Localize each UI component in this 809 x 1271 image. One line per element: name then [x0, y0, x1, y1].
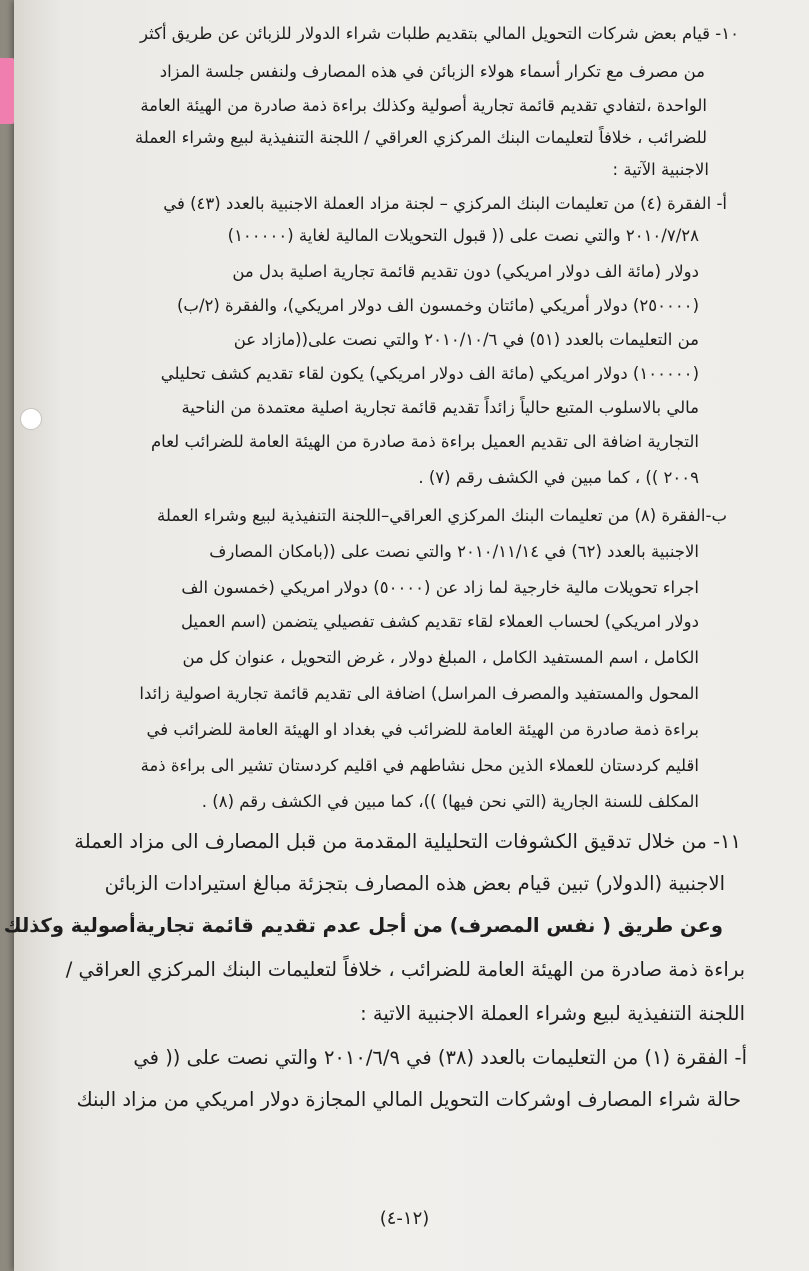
text-line: براءة ذمة صادرة من الهيئة العامة للضرائب ، خلافاً لتعليمات البنك المركزي العراقي /	[65, 958, 745, 981]
text-line: اقليم كردستان للعملاء الذين محل نشاطهم في اقليم كردستان تشير الى براءة ذمة	[140, 756, 699, 775]
text-line: التجارية اضافة الى تقديم العميل براءة ذمة صادرة من الهيئة العامة للضرائب لعام	[150, 432, 699, 451]
text-line: وعن طريق ( نفس المصرف) من أجل عدم تقديم قائمة تجاريةأصولية وكذلك	[3, 914, 723, 937]
text-line: اجراء تحويلات مالية خارجية لما زاد عن (٥٠٠٠٠) دولار امريكي (خمسون الف	[181, 578, 699, 597]
text-line: المكلف للسنة الجارية (التي نحن فيها) ))، كما مبين في الكشف رقم (٨) .	[201, 792, 699, 811]
document-page	[14, 0, 809, 1271]
text-line: ٢٠١٠/٧/٢٨ والتي نصت على (( قبول التحويلات المالية لغاية (١٠٠٠٠٠)	[227, 226, 699, 245]
text-line: ١١- من خلال تدقيق الكشوفات التحليلية المقدمة من قبل المصارف الى مزاد العملة	[74, 830, 741, 853]
text-line: (١٠٠٠٠٠) دولار امريكي (مائة الف دولار امريكي) يكون لقاء تقديم كشف تحليلي	[160, 364, 699, 383]
text-line: حالة شراء المصارف اوشركات التحويل المالي المجازة دولار امريكي من مزاد البنك	[76, 1088, 741, 1111]
text-line: الاجنبية الآتية :	[612, 160, 709, 179]
text-line: الكامل ، اسم المستفيد الكامل ، المبلغ دولار ، غرض التحويل ، عنوان كل من	[182, 648, 699, 667]
text-line: المحول والمستفيد والمصرف المراسل) اضافة الى تقديم قائمة تجارية اصولية زائدا	[139, 684, 699, 703]
text-line: الاجنبية (الدولار) تبين قيام بعض هذه المصارف بتجزئة مبالغ استيرادات الزبائن	[104, 872, 725, 895]
text-line: ٢٠٠٩ )) ، كما مبين في الكشف رقم (٧) .	[418, 468, 699, 487]
sticky-tab	[0, 58, 14, 124]
text-line: أ- الفقرة (١) من التعليمات بالعدد (٣٨) في ٢٠١٠/٦/٩ والتي نصت على (( في	[133, 1046, 747, 1069]
text-line: من مصرف مع تكرار أسماء هولاء الزبائن في هذه المصارف ولنفس جلسة المزاد	[159, 62, 705, 81]
text-line: من التعليمات بالعدد (٥١) في ٢٠١٠/١٠/٦ والتي نصت على((مازاد عن	[233, 330, 699, 349]
text-line: دولار امريكي) لحساب العملاء لقاء تقديم كشف تفصيلي يتضمن (اسم العميل	[180, 612, 699, 631]
text-line: (٢٥٠٠٠٠) دولار أمريكي (مائتان وخمسون الف دولار امريكي)، والفقرة (٢/ب)	[176, 296, 699, 315]
text-line: الواحدة ،لتفادي تقديم قائمة تجارية أصولية وكذلك براءة ذمة صادرة من الهيئة العامة	[140, 96, 707, 115]
text-line: مالي بالاسلوب المتبع حالياً زائداً تقديم قائمة تجارية اصلية معتمدة من الناحية	[181, 398, 699, 417]
text-line: اللجنة التنفيذية لبيع وشراء العملة الاجنبية الاتية :	[360, 1002, 745, 1025]
text-line: الاجنبية بالعدد (٦٢) في ٢٠١٠/١١/١٤ والتي نصت على ((بامكان المصارف	[209, 542, 699, 561]
punch-hole	[20, 408, 42, 430]
text-line: أ- الفقرة (٤) من تعليمات البنك المركزي – لجنة مزاد العملة الاجنبية بالعدد (٤٣) في	[163, 194, 727, 213]
text-line: دولار (مائة الف دولار امريكي) دون تقديم قائمة تجارية اصلية بدل من	[232, 262, 699, 281]
text-line: ١٠- قيام بعض شركات التحويل المالي بتقديم طلبات شراء الدولار للزبائن عن طريق أكثر	[140, 24, 739, 43]
text-line: للضرائب ، خلافاً لتعليمات البنك المركزي العراقي / اللجنة التنفيذية لبيع وشراء العملة	[134, 128, 707, 147]
page-number: (١٢-٤)	[379, 1208, 430, 1229]
text-line: ب-الفقرة (٨) من تعليمات البنك المركزي العراقي–اللجنة التنفيذية لبيع وشراء العملة	[157, 506, 727, 525]
text-line: براءة ذمة صادرة من الهيئة العامة للضرائب في بغداد او الهيئة العامة للضرائب في	[146, 720, 699, 739]
